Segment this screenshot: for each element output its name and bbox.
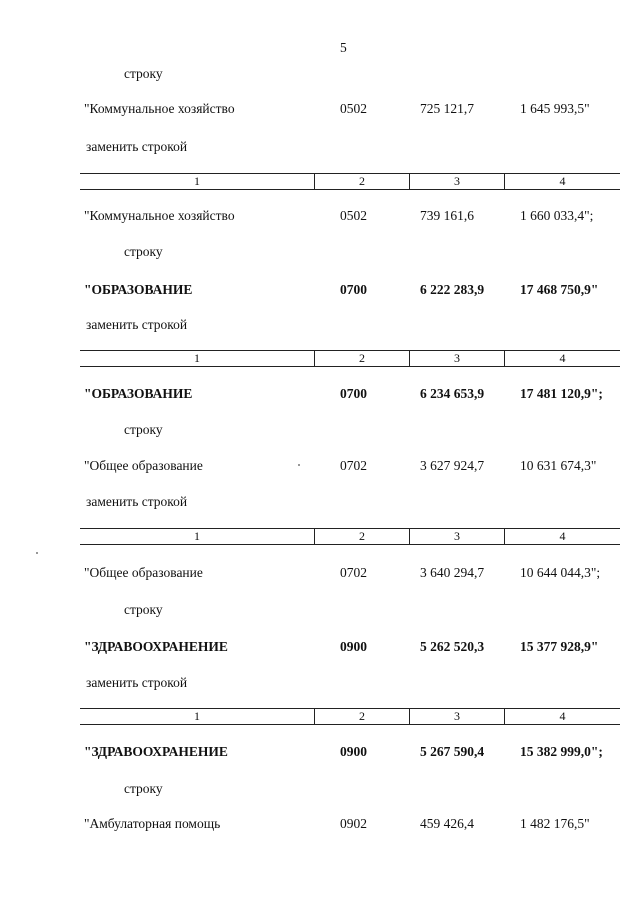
header-cell: 4 [559, 709, 566, 723]
instruction-text: строку [124, 602, 163, 617]
row-value-col3: 3 627 924,7 [420, 458, 485, 473]
header-cell: 3 [410, 174, 505, 189]
row-value-col4: 15 377 928,9" [520, 639, 599, 654]
header-cell: 2 [315, 529, 410, 544]
header-cell: 4 [559, 351, 566, 365]
header-cell: 4 [559, 529, 566, 543]
instruction-text: строку [124, 66, 163, 81]
instruction-text: строку [124, 781, 163, 796]
scan-speck [36, 552, 38, 554]
row-value-col4: 1 645 993,5" [520, 101, 590, 116]
row-code: 0700 [340, 282, 367, 297]
header-cell: 2 [315, 709, 410, 724]
scan-speck [298, 464, 300, 466]
row-value-col3: 6 222 283,9 [420, 282, 485, 297]
row-name: "ОБРАЗОВАНИЕ [84, 282, 193, 297]
header-cell: 3 [410, 709, 505, 724]
row-value-col4: 10 644 044,3"; [520, 565, 601, 580]
column-number-header [80, 708, 620, 725]
row-value-col4: 1 482 176,5" [520, 816, 590, 831]
header-cell: 4 [559, 174, 566, 188]
page-number: 5 [340, 40, 347, 55]
instruction-text: заменить строкой [86, 675, 188, 690]
header-cell: 1 [80, 709, 315, 724]
row-value-col4: 17 468 750,9" [520, 282, 599, 297]
row-name: "ЗДРАВООХРАНЕНИЕ [84, 639, 228, 654]
instruction-text: заменить строкой [86, 139, 188, 154]
row-value-col3: 739 161,6 [420, 208, 474, 223]
header-cell: 2 [315, 174, 410, 189]
row-value-col3: 459 426,4 [420, 816, 474, 831]
row-value-col3: 5 262 520,3 [420, 639, 485, 654]
column-number-header [80, 173, 620, 190]
row-code: 0502 [340, 101, 367, 116]
row-code: 0700 [340, 386, 367, 401]
instruction-text: строку [124, 422, 163, 437]
header-cell: 3 [410, 529, 505, 544]
row-value-col4: 17 481 120,9"; [520, 386, 603, 401]
row-name: "ЗДРАВООХРАНЕНИЕ [84, 744, 228, 759]
header-cell: 1 [80, 529, 315, 544]
header-cell: 3 [410, 351, 505, 366]
column-number-header [80, 350, 620, 367]
header-cell: 1 [80, 351, 315, 366]
row-value-col3: 725 121,7 [420, 101, 474, 116]
row-name: "Амбулаторная помощь [84, 816, 221, 831]
row-value-col3: 6 234 653,9 [420, 386, 485, 401]
row-value-col4: 1 660 033,4"; [520, 208, 594, 223]
header-cell: 2 [315, 351, 410, 366]
instruction-text: заменить строкой [86, 317, 188, 332]
row-value-col4: 15 382 999,0"; [520, 744, 603, 759]
column-number-header [80, 528, 620, 545]
row-code: 0502 [340, 208, 367, 223]
row-code: 0702 [340, 565, 367, 580]
instruction-text: строку [124, 244, 163, 259]
row-value-col3: 5 267 590,4 [420, 744, 485, 759]
row-value-col4: 10 631 674,3" [520, 458, 597, 473]
row-name: "Общее образование [84, 565, 203, 580]
row-name: "Коммунальное хозяйство [84, 101, 235, 116]
row-name: "ОБРАЗОВАНИЕ [84, 386, 193, 401]
row-value-col3: 3 640 294,7 [420, 565, 485, 580]
row-name: "Общее образование [84, 458, 203, 473]
row-code: 0902 [340, 816, 367, 831]
header-cell: 1 [80, 174, 315, 189]
row-code: 0702 [340, 458, 367, 473]
row-name: "Коммунальное хозяйство [84, 208, 235, 223]
row-code: 0900 [340, 639, 367, 654]
instruction-text: заменить строкой [86, 494, 188, 509]
row-code: 0900 [340, 744, 367, 759]
